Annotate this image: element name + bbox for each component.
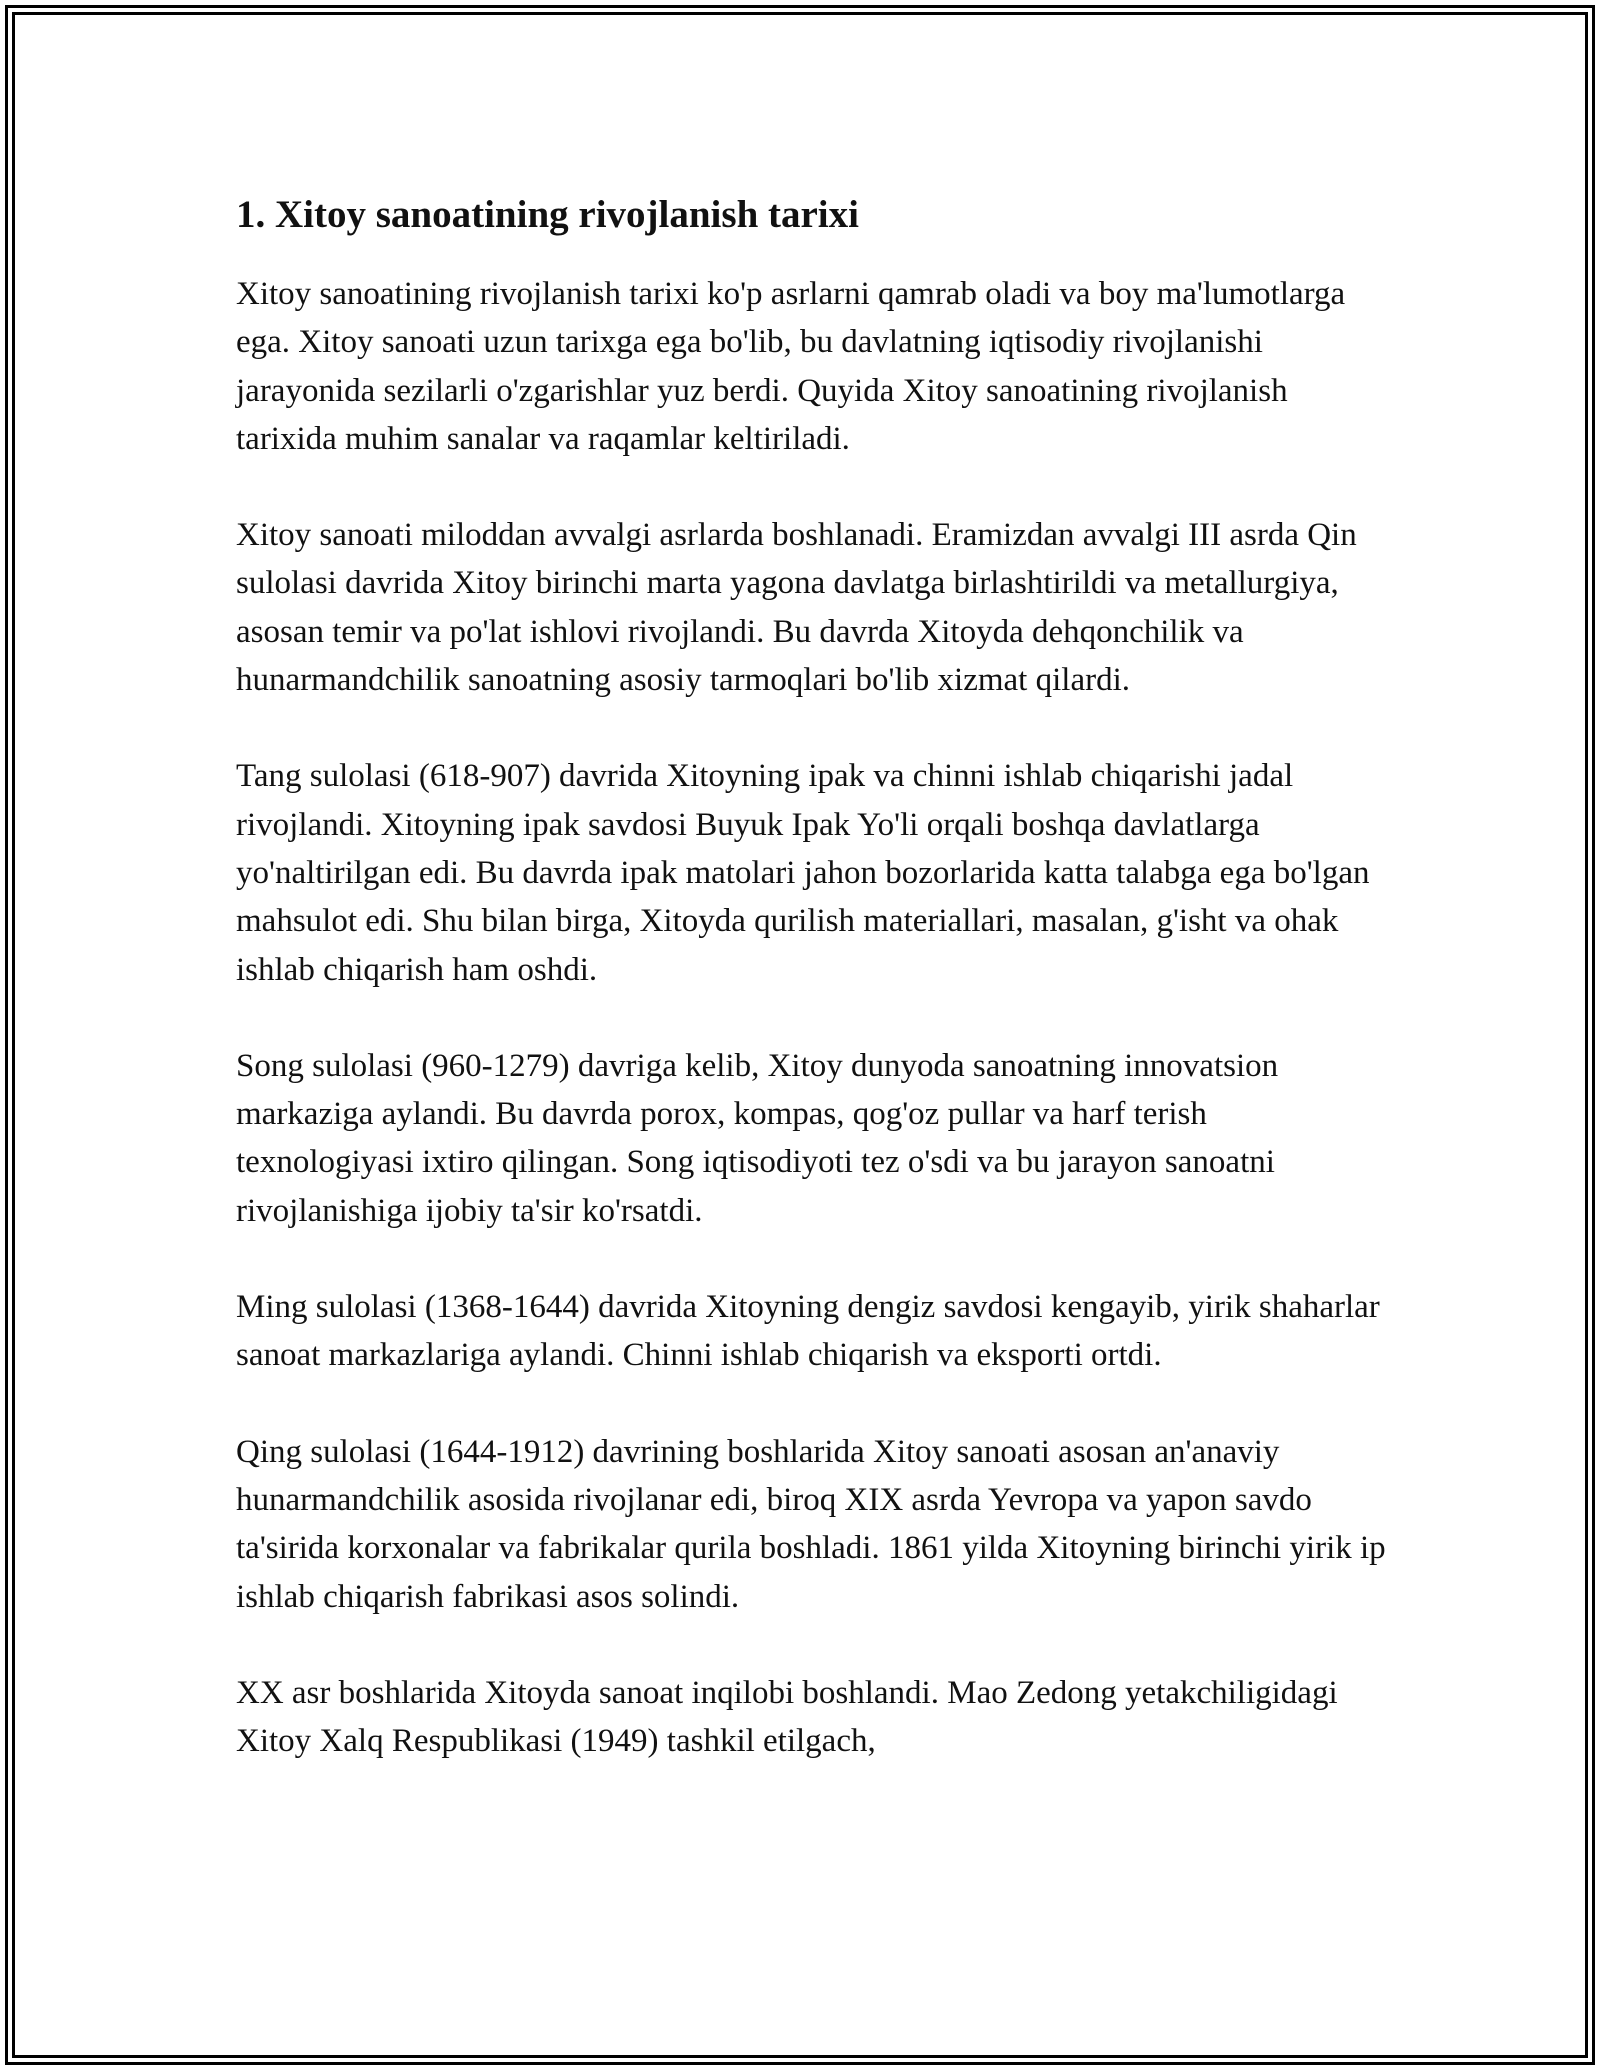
section-heading: 1. Xitoy sanoatining rivojlanish tarixi <box>236 193 859 236</box>
paragraph-qing-dynasty: Qing sulolasi (1644-1912) davrining boshlarida Xitoy sanoati asosan an'anaviy hunarmandchilik asosida rivojlanar edi, biroq XIX asrda Yevropa va yapon savdo ta'sirida korxonalar va fabrikalar qurila boshladi. 1861 yilda Xitoyning birinchi yirik ip ishlab chiqarish fabrikasi asos solindi. <box>236 1433 1386 1615</box>
paragraph-tang-dynasty: Tang sulolasi (618-907) davrida Xitoyning ipak va chinni ishlab chiqarishi jadal rivojlandi. Xitoyning ipak savdosi Buyuk Ipak Yo'li orqali boshqa davlatlarga yo'naltirilgan edi. Bu davrda ipak matolari jahon bozorlarida katta talabga ega bo'lgan mahsulot edi. Shu bilan birga, Xitoyda qurilish materiallari, masalan, g'isht va ohak ishlab chiqarish ham oshdi. <box>236 758 1370 988</box>
paragraph-qin-dynasty: Xitoy sanoati miloddan avvalgi asrlarda boshlanadi. Eramizdan avvalgi III asrda Qin sulolasi davrida Xitoy birinchi marta yagona davlatga birlashtirildi va metallurgiya, asosan temir va po'lat ishlovi rivojlandi. Bu davrda Xitoyda dehqonchilik va hunarmandchilik sanoatning asosiy tarmoqlari bo'lib xizmat qilardi. <box>236 517 1357 699</box>
paragraph-song-dynasty: Song sulolasi (960-1279) davriga kelib, Xitoy dunyoda sanoatning innovatsion markaziga aylandi. Bu davrda porox, kompas, qog'oz pullar va harf terish texnologiyasi ixtiro qilingan. Song iqtisodiyoti tez o'sdi va bu jarayon sanoatni rivojlanishiga ijobiy ta'sir ko'rsatdi. <box>236 1047 1279 1229</box>
document-body <box>236 180 1386 1813</box>
paragraph-intro: Xitoy sanoatining rivojlanish tarixi ko'p asrlarni qamrab oladi va boy ma'lumotlarga ega. Xitoy sanoati uzun tarixga ega bo'lib, bu davlatning iqtisodiy rivojlanishi jarayonida sezilarli o'zgarishlar yuz berdi. Quyida Xitoy sanoatining rivojlanish tarixida muhim sanalar va raqamlar keltiriladi. <box>236 276 1346 457</box>
paragraph-twentieth-century: XX asr boshlarida Xitoyda sanoat inqilobi boshlandi. Mao Zedong yetakchiligidagi Xitoy Xalq Respublikasi (1949) tashkil etilgach, <box>236 1674 1338 1760</box>
paragraph-ming-dynasty: Ming sulolasi (1368-1644) davrida Xitoyning dengiz savdosi kengayib, yirik shaharlar sanoat markazlariga aylandi. Chinni ishlab chiqarish va eksporti ortdi. <box>236 1289 1380 1374</box>
